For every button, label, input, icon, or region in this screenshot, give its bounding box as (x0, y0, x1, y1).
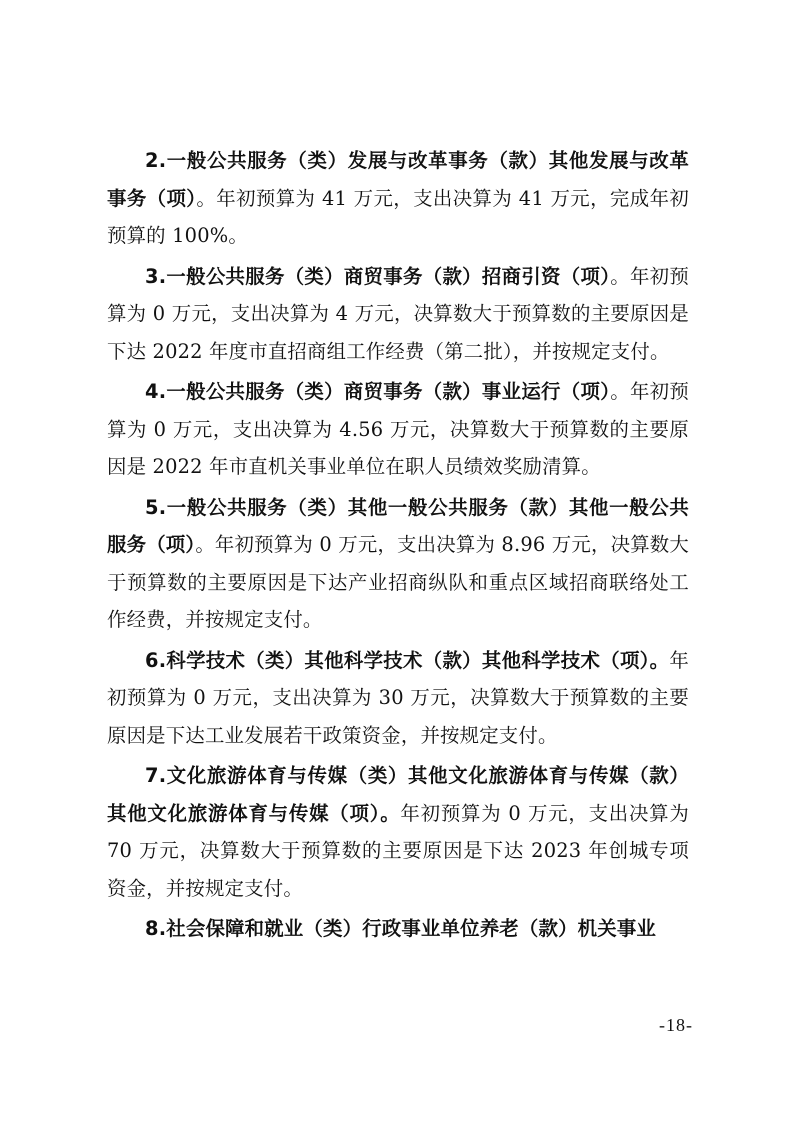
paragraph-heading: 2.一般公共服务（类）发展与改革事务（款）其他发展与改革事务（项） (107, 149, 689, 210)
paragraph-item-8 (107, 910, 689, 948)
paragraph-item-4 (107, 373, 689, 486)
paragraph-item-6 (107, 642, 689, 755)
paragraph-text: 年初预算为 0 万元，支出决算为 30 万元，决算数大于预算数的主要原因是下达工业发展若干政策资金，并按规定支付。 (107, 648, 689, 747)
document-body (107, 142, 689, 951)
paragraph-text: 。年初预算为 0 万元，支出决算为 4 万元，决算数大于预算数的主要原因是下达 2022 年度市直招商组工作经费（第二批），并按规定支付。 (107, 264, 689, 363)
paragraph-item-3 (107, 258, 689, 371)
paragraph-text: 年初预算为 0 万元，支出决算为 70 万元，决算数大于预算数的主要原因是下达 2023 年创城专项资金，并按规定支付。 (107, 801, 689, 900)
paragraph-heading: 4.一般公共服务（类）商贸事务（款）事业运行（项） (145, 380, 611, 403)
paragraph-heading: 6.科学技术（类）其他科学技术（款）其他科学技术（项）。 (145, 648, 670, 672)
page-number: -18- (659, 1015, 693, 1035)
paragraph-item-7 (107, 757, 689, 907)
paragraph-text: 。年初预算为 41 万元，支出决算为 41 万元，完成年初预算的 100%。 (107, 186, 689, 247)
paragraph-heading: 8.社会保障和就业（类）行政事业单位养老（款）机关事业 (145, 917, 657, 940)
paragraph-text: 。年初预算为 0 万元，支出决算为 4.56 万元，决算数大于预算数的主要原因是 2022 年市直机关事业单位在职人员绩效奖励清算。 (107, 380, 689, 478)
paragraph-heading: 5.一般公共服务（类）其他一般公共服务（款）其他一般公共服务（项） (107, 495, 689, 556)
paragraph-heading: 3.一般公共服务（类）商贸事务（款）招商引资（项） (145, 264, 611, 288)
paragraph-item-2 (107, 142, 689, 255)
paragraph-text: 。年初预算为 0 万元，支出决算为 8.96 万元，决算数大于预算数的主要原因是下达产业招商纵队和重点区域招商联络处工作经费，并按规定支付。 (107, 533, 689, 631)
paragraph-item-5 (107, 489, 689, 639)
paragraph-heading: 7.文化旅游体育与传媒（类）其他文化旅游体育与传媒（款）其他文化旅游体育与传媒（项）。 (107, 764, 689, 825)
